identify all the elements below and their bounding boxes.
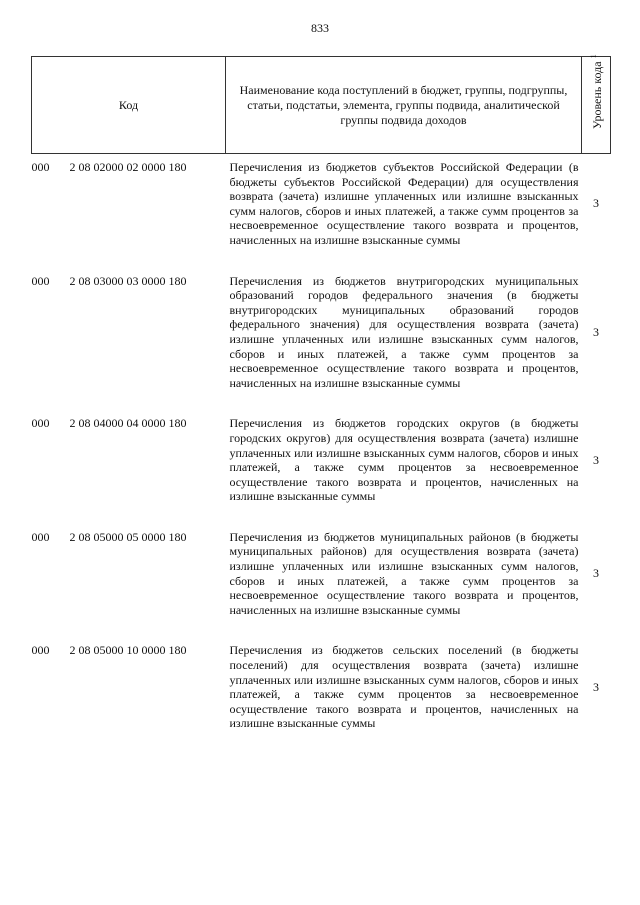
table-header-row (32, 57, 611, 154)
table-row (32, 530, 611, 644)
header-level (582, 54, 611, 154)
revenue-code: 2 08 04000 04 0000 180 (69, 416, 187, 431)
code-cell (32, 416, 226, 530)
admin-code: 000 (31, 273, 50, 288)
admin-code: 000 (31, 643, 50, 658)
description-cell: Перечисления из бюджетов субъектов Российской Федерации (в бюджеты субъектов Российской Федерации) для осуществления возврата (зачета) излишне уплаченных или излишне взысканных сумм налогов, сборов и иных платежей, а также сумм процентов за несвоевременное осуществление такого возврата и процентов, начисленных на излишне взысканные суммы (229, 160, 579, 247)
level-cell: 3 (593, 452, 599, 467)
code-cell (32, 643, 226, 757)
revenue-code: 2 08 05000 10 0000 180 (69, 643, 187, 658)
header-level-text: Уровень кода (590, 61, 605, 130)
header-name: Наименование кода поступлений в бюджет, группы, подгруппы, статьи, подстатьи, элемента, группы подвида, аналитической группы подвида доходов (226, 57, 582, 154)
description-cell: Перечисления из бюджетов городских округов (в бюджеты городских округов) для осуществления возврата (зачета) излишне уплаченных или излишне взысканных сумм налогов, сборов и иных платежей, а также сумм процентов за несвоевременное осуществление такого возврата и процентов, начисленных на излишне взысканные суммы (229, 416, 579, 504)
revenue-codes-table (31, 56, 611, 757)
header-level-label (587, 55, 605, 130)
level-cell: 3 (593, 196, 599, 211)
code-cell (32, 274, 226, 417)
code-cell (32, 530, 226, 644)
header-level-footnote: 1 (589, 54, 599, 59)
header-code: Код (32, 57, 226, 154)
level-cell: 3 (593, 566, 599, 581)
revenue-code: 2 08 05000 05 0000 180 (69, 529, 187, 544)
description-cell: Перечисления из бюджетов сельских поселений (в бюджеты поселений) для осуществления возврата (зачета) излишне уплаченных или излишне взысканных сумм налогов, сборов и иных платежей, а также сумм процентов за несвоевременное осуществление такого возврата и процентов, начисленных на излишне взысканные суммы (229, 643, 579, 731)
description-cell: Перечисления из бюджетов внутригородских муниципальных образований городов федерального значения (в бюджеты внутригородских муниципальных образований городов федерального значения) для осуществления возврата (зачета) излишне уплаченных или излишне взысканных сумм налогов, сборов и иных платежей, а также сумм процентов за несвоевременное осуществление такого возврата и процентов, начисленных на излишне взысканные суммы (229, 273, 579, 390)
table-row (32, 416, 611, 530)
code-cell (32, 160, 226, 274)
level-cell: 3 (593, 324, 599, 339)
revenue-code: 2 08 02000 02 0000 180 (69, 160, 187, 174)
table-row (32, 274, 611, 417)
description-cell: Перечисления из бюджетов муниципальных районов (в бюджеты муниципальных районов) для осуществления возврата (зачета) излишне уплаченных или излишне взысканных сумм налогов, сборов и иных платежей, а также сумм процентов за несвоевременное осуществление такого возврата и процентов, начисленных на излишне взысканные суммы (229, 529, 579, 617)
admin-code: 000 (31, 160, 50, 174)
admin-code: 000 (31, 416, 50, 431)
revenue-code: 2 08 03000 03 0000 180 (69, 273, 187, 288)
table-row (32, 643, 611, 757)
level-cell: 3 (593, 679, 599, 694)
page-number: 833 (311, 21, 329, 35)
table-row (32, 160, 611, 274)
admin-code: 000 (31, 529, 50, 544)
